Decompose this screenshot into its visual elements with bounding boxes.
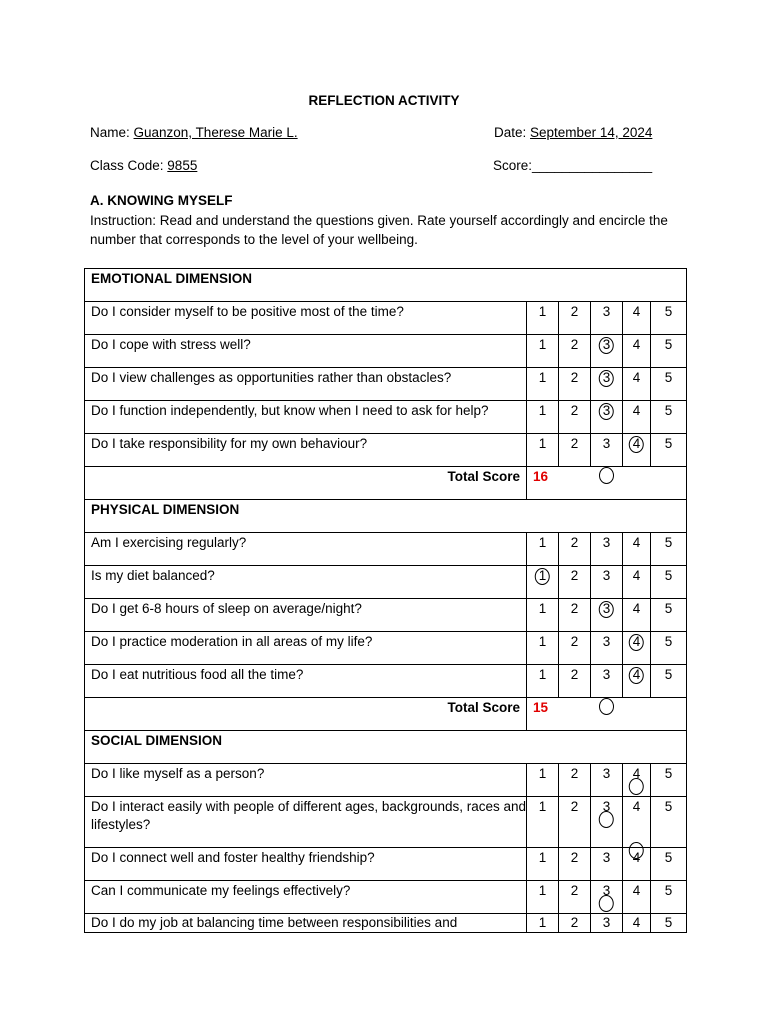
total-label: Total Score <box>85 698 527 731</box>
rating-circle-icon <box>598 895 613 912</box>
rating-option-2[interactable]: 2 <box>559 665 591 698</box>
name-label: Name: <box>90 125 134 140</box>
rating-option-3[interactable]: 3 <box>591 848 623 881</box>
rating-option-3[interactable]: 3 <box>591 335 623 368</box>
rating-option-4[interactable]: 4 <box>623 368 651 401</box>
rating-option-3[interactable]: 3 <box>591 368 623 401</box>
dimension-header: SOCIAL DIMENSION <box>85 731 687 764</box>
rating-option-1[interactable]: 1 <box>527 764 559 797</box>
date-label: Date: <box>494 125 531 140</box>
rating-option-4[interactable]: 4 <box>623 914 651 933</box>
rating-option-2[interactable]: 2 <box>559 881 591 914</box>
question-text: Am I exercising regularly? <box>85 533 527 566</box>
rating-option-3[interactable]: 3 <box>591 401 623 434</box>
rating-option-5[interactable]: 5 <box>651 566 687 599</box>
rating-option-1[interactable]: 1 <box>527 914 559 933</box>
rating-option-1[interactable]: 1 <box>527 566 559 599</box>
question-text: Do I view challenges as opportunities rather than obstacles? <box>85 368 527 401</box>
name-value: Guanzon, Therese Marie L. <box>133 125 298 140</box>
rating-option-4[interactable]: 4 <box>623 566 651 599</box>
question-row <box>85 335 687 368</box>
section-heading: A. KNOWING MYSELF <box>90 193 233 208</box>
rating-option-4[interactable]: 4 <box>623 764 651 797</box>
rating-option-1[interactable]: 1 <box>527 335 559 368</box>
rating-option-3[interactable]: 3 <box>591 665 623 698</box>
rating-option-1[interactable]: 1 <box>527 434 559 467</box>
dimension-header: PHYSICAL DIMENSION <box>85 500 687 533</box>
question-text: Do I take responsibility for my own behaviour? <box>85 434 527 467</box>
rating-option-5[interactable]: 5 <box>651 401 687 434</box>
question-text: Do I function independently, but know when I need to ask for help? <box>85 401 527 434</box>
rating-option-3[interactable]: 3 <box>591 632 623 665</box>
rating-option-5[interactable]: 5 <box>651 302 687 335</box>
rating-option-2[interactable]: 2 <box>559 848 591 881</box>
rating-option-1[interactable]: 1 <box>527 401 559 434</box>
rating-option-5[interactable]: 5 <box>651 881 687 914</box>
class-code-value: 9855 <box>167 158 198 173</box>
question-text: Do I connect well and foster healthy friendship? <box>85 848 527 881</box>
rating-option-1[interactable]: 1 <box>527 665 559 698</box>
rating-circle-icon <box>598 337 613 354</box>
total-score-value: 16 <box>527 467 687 500</box>
rating-option-3[interactable]: 3 <box>591 533 623 566</box>
question-text: Do I consider myself to be positive most of the time? <box>85 302 527 335</box>
rating-circle-icon <box>628 634 643 651</box>
rating-option-4[interactable]: 4 <box>623 533 651 566</box>
rating-option-1[interactable]: 1 <box>527 881 559 914</box>
rating-circle-icon <box>599 698 614 715</box>
question-text: Do I like myself as a person? <box>85 764 527 797</box>
rating-option-3[interactable]: 3 <box>591 599 623 632</box>
class-code-line <box>90 158 197 173</box>
rating-option-5[interactable]: 5 <box>651 434 687 467</box>
question-row <box>85 368 687 401</box>
page-title: REFLECTION ACTIVITY <box>308 93 460 108</box>
rating-option-5[interactable]: 5 <box>651 368 687 401</box>
question-text: Do I cope with stress well? <box>85 335 527 368</box>
score-line: Score:________________ <box>493 158 653 173</box>
total-label: Total Score <box>85 467 527 500</box>
rating-circle-icon <box>598 811 613 828</box>
rating-circle-icon <box>628 842 643 859</box>
rating-circle-icon <box>598 601 613 618</box>
rating-circle-icon <box>628 436 643 453</box>
question-row <box>85 566 687 599</box>
question-text: Do I do my job at balancing time between responsibilities and <box>85 914 527 933</box>
rating-option-4[interactable]: 4 <box>623 434 651 467</box>
question-text: Do I practice moderation in all areas of my life? <box>85 632 527 665</box>
rating-option-2[interactable]: 2 <box>559 533 591 566</box>
dimension-header: EMOTIONAL DIMENSION <box>85 269 687 302</box>
rating-option-1[interactable]: 1 <box>527 632 559 665</box>
question-row <box>85 632 687 665</box>
question-row <box>85 914 687 933</box>
total-row <box>85 698 687 731</box>
rating-option-3[interactable]: 3 <box>591 914 623 933</box>
rating-option-1[interactable]: 1 <box>527 533 559 566</box>
total-score-value: 15 <box>527 698 687 731</box>
rating-option-1[interactable]: 1 <box>527 302 559 335</box>
wellbeing-table <box>84 268 687 933</box>
rating-option-4[interactable]: 4 <box>623 632 651 665</box>
rating-option-4[interactable]: 4 <box>623 797 651 848</box>
rating-option-2[interactable]: 2 <box>559 566 591 599</box>
question-row <box>85 665 687 698</box>
question-text: Can I communicate my feelings effectively? <box>85 881 527 914</box>
rating-circle-icon <box>598 403 613 420</box>
date-line <box>494 125 652 140</box>
rating-option-2[interactable]: 2 <box>559 302 591 335</box>
question-row <box>85 302 687 335</box>
rating-circle-icon <box>598 370 613 387</box>
rating-option-5[interactable]: 5 <box>651 797 687 848</box>
rating-option-3[interactable]: 3 <box>591 566 623 599</box>
question-text: Do I get 6-8 hours of sleep on average/night? <box>85 599 527 632</box>
rating-option-5[interactable]: 5 <box>651 914 687 933</box>
rating-option-1[interactable]: 1 <box>527 368 559 401</box>
rating-option-2[interactable]: 2 <box>559 401 591 434</box>
rating-option-2[interactable]: 2 <box>559 335 591 368</box>
question-text: Do I eat nutritious food all the time? <box>85 665 527 698</box>
rating-option-4[interactable]: 4 <box>623 335 651 368</box>
rating-option-4[interactable]: 4 <box>623 848 651 881</box>
rating-option-2[interactable]: 2 <box>559 368 591 401</box>
question-row <box>85 533 687 566</box>
rating-option-4[interactable]: 4 <box>623 881 651 914</box>
question-row <box>85 434 687 467</box>
rating-circle-icon <box>628 778 643 795</box>
rating-circle-icon <box>534 568 549 585</box>
rating-circle-icon <box>628 667 643 684</box>
rating-option-2[interactable]: 2 <box>559 434 591 467</box>
rating-option-5[interactable]: 5 <box>651 764 687 797</box>
rating-option-2[interactable]: 2 <box>559 764 591 797</box>
question-row <box>85 848 687 881</box>
question-row <box>85 797 687 848</box>
name-line <box>90 125 298 140</box>
question-text: Is my diet balanced? <box>85 566 527 599</box>
rating-option-4[interactable]: 4 <box>623 665 651 698</box>
rating-option-3[interactable]: 3 <box>591 797 623 848</box>
rating-option-2[interactable]: 2 <box>559 632 591 665</box>
rating-option-5[interactable]: 5 <box>651 599 687 632</box>
rating-option-2[interactable]: 2 <box>559 599 591 632</box>
rating-option-5[interactable]: 5 <box>651 665 687 698</box>
rating-option-3[interactable]: 3 <box>591 764 623 797</box>
total-row <box>85 467 687 500</box>
class-code-label: Class Code: <box>90 158 168 173</box>
rating-option-5[interactable]: 5 <box>651 533 687 566</box>
rating-option-2[interactable]: 2 <box>559 914 591 933</box>
rating-option-1[interactable]: 1 <box>527 797 559 848</box>
question-row <box>85 599 687 632</box>
question-text: Do I interact easily with people of different ages, backgrounds, races and lifestyles? <box>85 797 527 848</box>
rating-option-5[interactable]: 5 <box>651 848 687 881</box>
question-row <box>85 764 687 797</box>
rating-option-4[interactable]: 4 <box>623 599 651 632</box>
rating-option-1[interactable]: 1 <box>527 848 559 881</box>
rating-option-5[interactable]: 5 <box>651 632 687 665</box>
question-row <box>85 881 687 914</box>
rating-option-4[interactable]: 4 <box>623 302 651 335</box>
rating-circle-icon <box>599 467 614 484</box>
rating-option-3[interactable]: 3 <box>591 881 623 914</box>
rating-option-5[interactable]: 5 <box>651 335 687 368</box>
rating-option-3[interactable]: 3 <box>591 434 623 467</box>
rating-option-4[interactable]: 4 <box>623 401 651 434</box>
rating-option-3[interactable]: 3 <box>591 302 623 335</box>
rating-option-1[interactable]: 1 <box>527 599 559 632</box>
rating-option-2[interactable]: 2 <box>559 797 591 848</box>
date-value: September 14, 2024 <box>530 125 653 140</box>
question-row <box>85 401 687 434</box>
instruction-text: Instruction: Read and understand the questions given. Rate yourself accordingly and encircle the number that corresponds to the level of your wellbeing. <box>90 213 668 247</box>
